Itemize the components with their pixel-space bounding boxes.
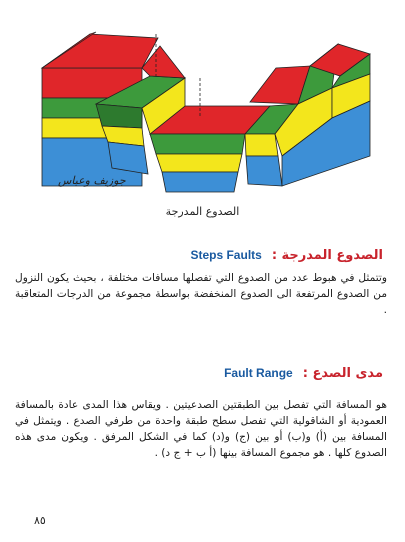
fault-range-heading bbox=[224, 366, 383, 381]
right-block bbox=[275, 44, 370, 186]
fault-range-title-ar: مدى الصدع : bbox=[302, 366, 383, 381]
figure-caption: الصدوع المدرجة bbox=[165, 205, 240, 218]
fault-range-title-en: Fault Range bbox=[224, 366, 293, 380]
step-faults-figure bbox=[20, 6, 390, 196]
fault-range-paragraph: هو المسافة التي تفصل بين الطبقتين الصدعيتين . ويقاس هذا المدى عادة بالمسافة العمودية أو الشاقولية التي تفصل سطح طبقة واحدة من طرفي الصدع . ويتمثل في المسافة بين (أ) و(ب) أو بين (ج) و(د) كما في الشكل المرفق . ويكون مدى هذه الصدوع كلها . هو مجموع المسافة بينها (أ ب + ج د) . bbox=[15, 399, 387, 459]
steps-faults-paragraph: وتتمثل في هبوط عدد من الصدوع التي تفصلها مسافات مختلفة ، بحيث يكون النزول من الصدوع المرتفعة الى الصدوع المنخفضة بواسطة مجموعة من الدرجات المتعاقبة . bbox=[15, 272, 387, 316]
step-faults-diagram bbox=[20, 6, 390, 196]
page-number: ٨٥ bbox=[34, 514, 46, 527]
steps-faults-heading bbox=[190, 248, 383, 263]
steps-faults-title-en: Steps Faults bbox=[190, 248, 262, 262]
illustrator-signature: جوزيف وعباس bbox=[58, 174, 126, 187]
steps-faults-title-ar: الصدوع المدرجة : bbox=[271, 248, 383, 263]
